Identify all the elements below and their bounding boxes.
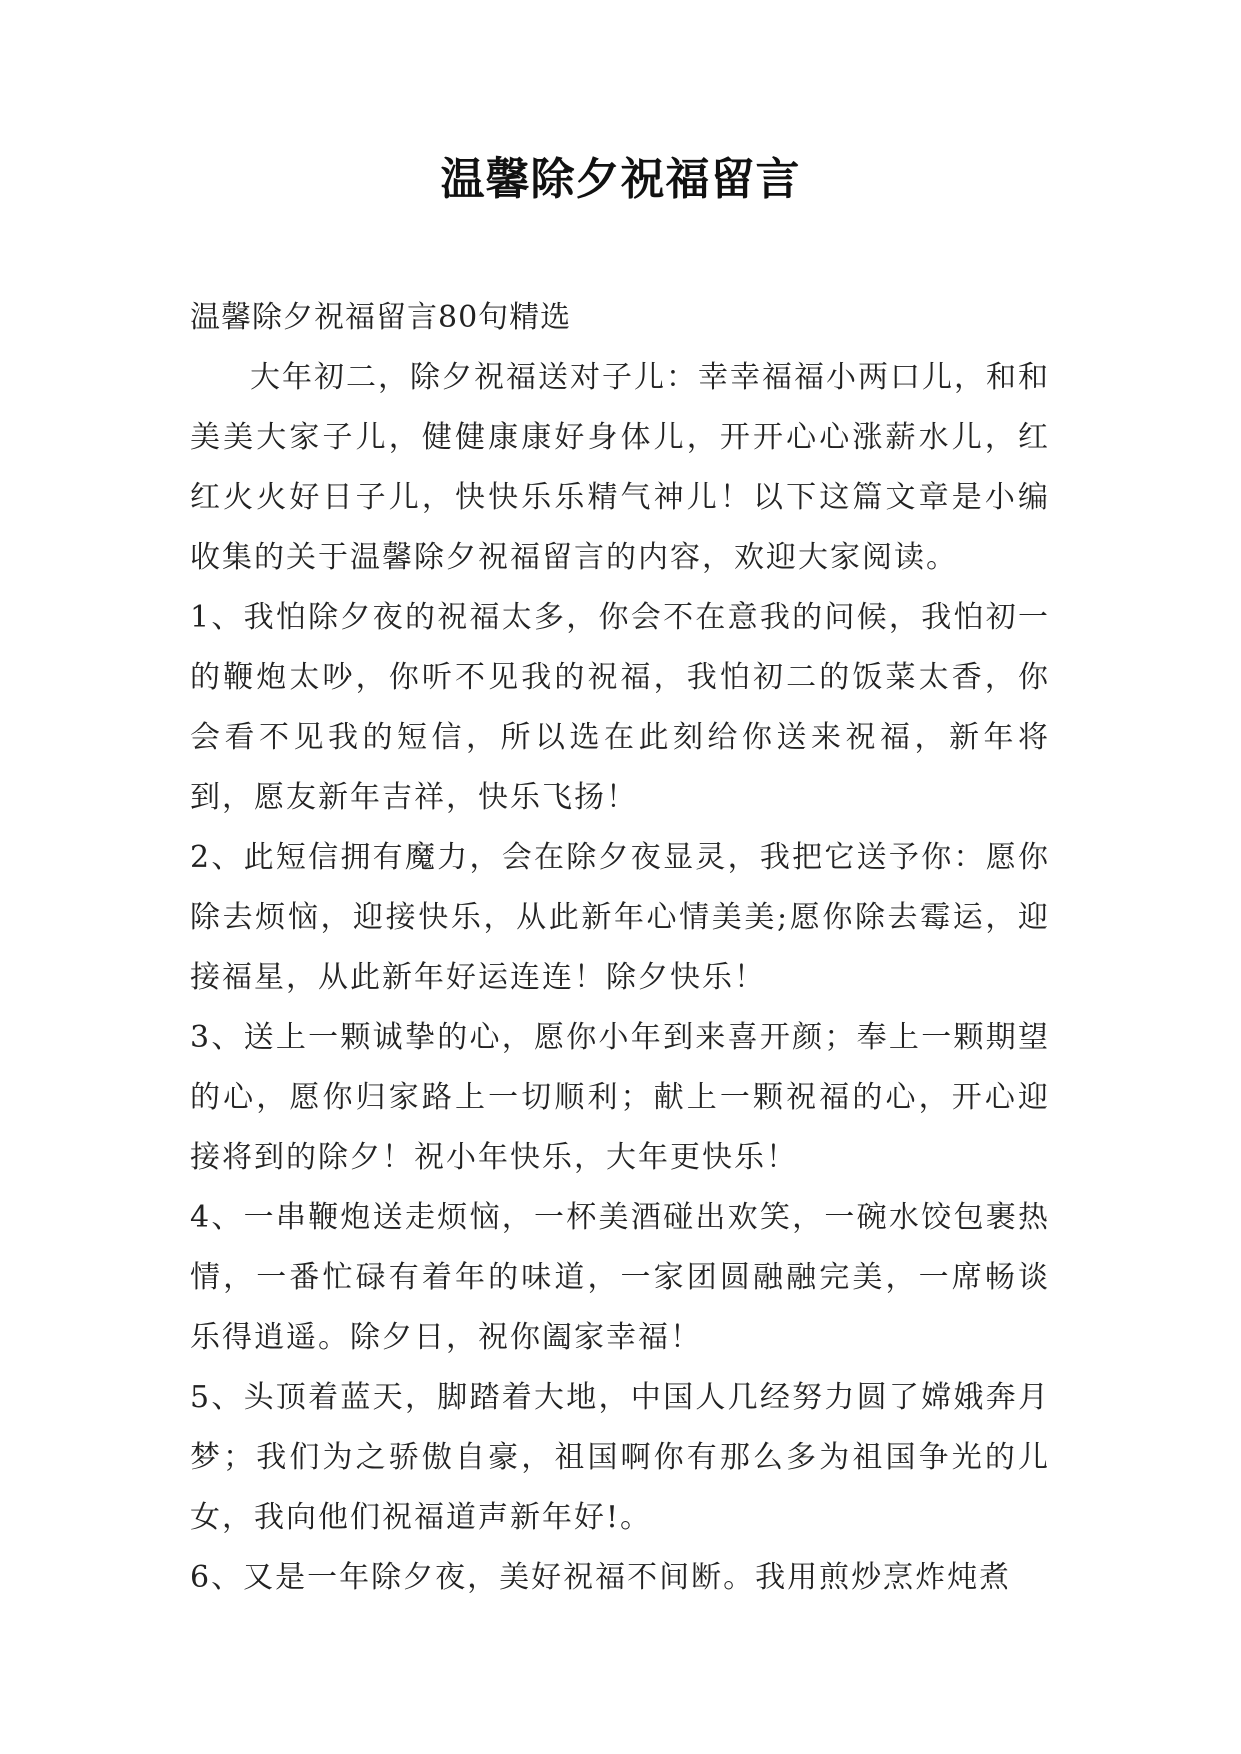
list-item: 5、头顶着蓝天，脚踏着大地，中国人几经努力圆了嫦娥奔月梦；我们为之骄傲自豪，祖国啊你有那么多为祖国争光的儿女，我向他们祝福道声新年好!。: [190, 1380, 1050, 1535]
list-item: 1、我怕除夕夜的祝福太多，你会不在意我的问候，我怕初一的鞭炮太吵，你听不见我的祝福，我怕初二的饭菜太香，你会看不见我的短信，所以选在此刻给你送来祝福，新年将到，愿友新年吉祥，快乐飞扬！: [190, 600, 1050, 815]
list-item: 3、送上一颗诚挚的心，愿你小年到来喜开颜；奉上一颗期望的心，愿你归家路上一切顺利；献上一颗祝福的心，开心迎接将到的除夕！祝小年快乐，大年更快乐！: [190, 1020, 1050, 1175]
list-item: 4、一串鞭炮送走烦恼，一杯美酒碰出欢笑，一碗水饺包裹热情，一番忙碌有着年的味道，一家团圆融融完美，一席畅谈乐得逍遥。除夕日，祝你阖家幸福！: [190, 1200, 1050, 1355]
intro-paragraph: 大年初二，除夕祝福送对子儿：幸幸福福小两口儿，和和美美大家子儿，健健康康好身体儿，开开心心涨薪水儿，红红火火好日子儿，快快乐乐精气神儿！以下这篇文章是小编收集的关于温馨除夕祝福留言的内容，欢迎大家阅读。: [190, 360, 1050, 575]
document-subtitle: 温馨除夕祝福留言80句精选: [190, 300, 572, 335]
document-body: [190, 288, 1050, 1608]
document-title: 温馨除夕祝福留言: [440, 154, 801, 205]
list-item: 6、又是一年除夕夜，美好祝福不间断。我用煎炒烹炸炖煮: [190, 1560, 1012, 1595]
list-item: 2、此短信拥有魔力，会在除夕夜显灵，我把它送予你：愿你除去烦恼，迎接快乐，从此新年心情美美;愿你除去霉运，迎接福星，从此新年好运连连！除夕快乐！: [190, 840, 1050, 995]
